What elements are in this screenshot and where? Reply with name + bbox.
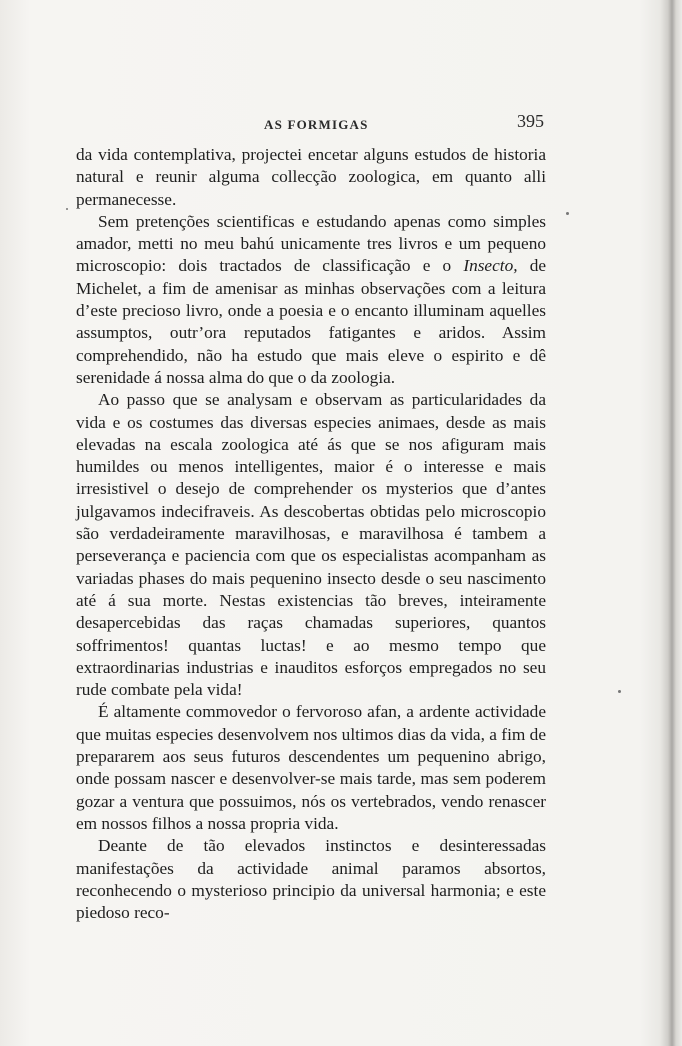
paragraph-text: Deante de tão elevados instinctos e desinteressadas manifestações da actividade animal paramos absortos, reconhecendo o mysterioso principio da universal harmonia; e este piedoso reco-: [76, 836, 546, 923]
paragraph-text: Ao passo que se analysam e observam as particularidades da vida e os costumes das diversas especies animaes, desde as mais elevadas na escala zoologica até ás que se nos afiguram mais humildes ou menos intelligentes, maior é o interesse e mais irresistivel o desejo de comprehender os mysterios que d’antes julgavamos indecifraveis. As descobertas obtidas pelo microscopio são verdadeiramente maravilhosas, e maravilhosa é tambem a perseverança e paciencia com que os especialistas acompanham as variadas phases do mais pequenino insecto desde o seu nascimento até á sua morte. Nestas existencias tão breves, inteiramente desapercebidas das raças chamadas superiores, quantos soffrimentos! quantas luctas! e ao mesmo tempo que extraordinarias industrias e inauditos esforços empregados no seu rude combate pela vida!: [76, 390, 546, 700]
running-head: [76, 111, 546, 135]
paragraph: [76, 701, 546, 835]
paragraph: [76, 835, 546, 924]
body-text: [76, 144, 546, 924]
book-title-italic: Insecto,: [463, 256, 518, 276]
running-title: AS FORMIGAS: [264, 117, 369, 132]
paragraph: [76, 389, 546, 701]
paragraph-text: Sem pretenções scientificas e estudando apenas como simples amador, metti no meu bahú unicamente tres livros e um pequeno microscopio: dois tractados de classificação e o: [76, 211, 546, 276]
paragraph-text: É altamente commovedor o fervoroso afan, a ardente actividade que muitas especies desenvolvem nos ultimos dias da vida, a fim de prepararem aos seus futuros descendentes um pequenino abrigo, onde possam nascer e desenvolver-se mais tarde, mas sem poderem gozar a ventura que possuimos, nós os vertebrados, vendo renascer em nossos filhos a nossa propria vida.: [76, 702, 546, 833]
paper-speck: [566, 212, 569, 215]
paper-speck: [618, 690, 621, 693]
paragraph-text: de Michelet, a fim de amenisar as minhas observações com a leitura d’este precioso livro, onde a poesia e o encanto illuminam aquelles assumptos, outr’ora reputados fatigantes e aridos. Assim comprehendido, não ha estudo que mais eleve o espirito e dê serenidade á nossa alma do que o da zoologia.: [76, 256, 547, 387]
paragraph-text: da vida contemplativa, projectei encetar alguns estudos de historia natural e reunir alguma collecção zoologica, em quanto alli permanecesse.: [76, 145, 546, 209]
paper-speck: [66, 208, 68, 210]
page-number: 395: [517, 111, 544, 131]
paragraph-continuation: [76, 144, 546, 211]
paragraph: [76, 211, 546, 389]
